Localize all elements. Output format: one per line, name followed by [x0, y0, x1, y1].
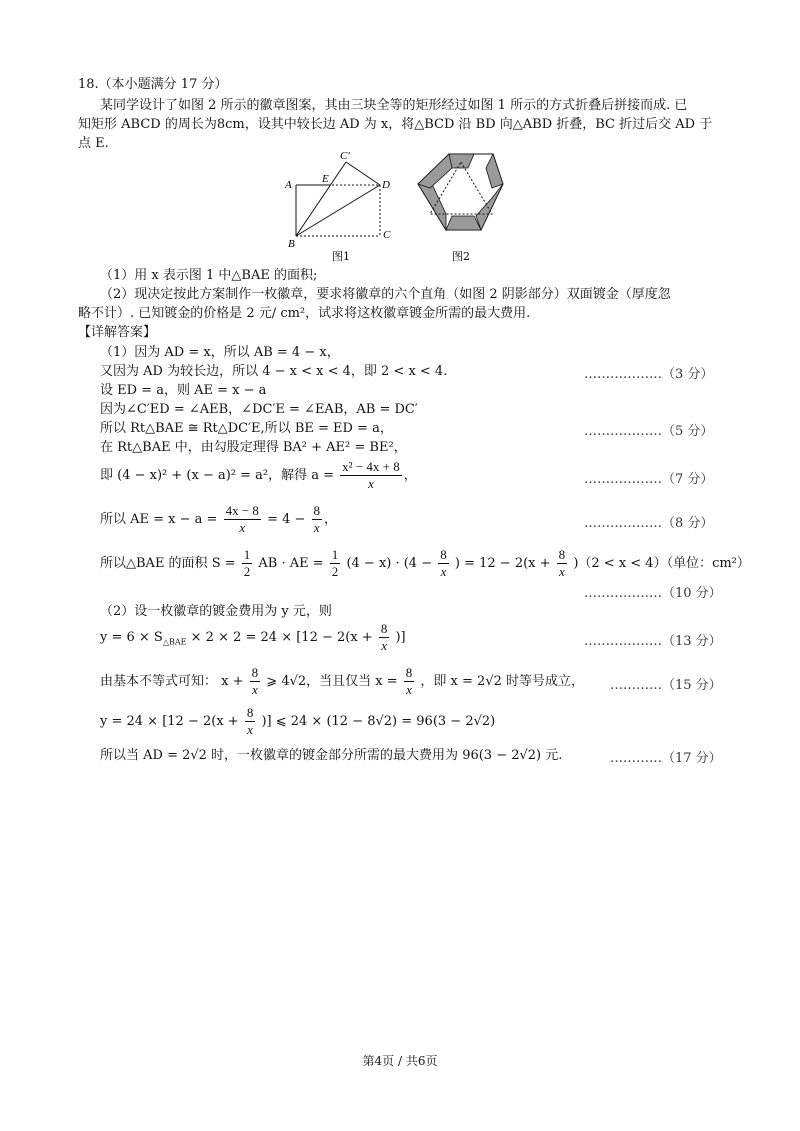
fraction-8x-3-denominator: x — [381, 638, 387, 653]
answer-line-5: 所以 Rt△BAE ≅ Rt△DC′E,所以 BE = ED = a， — [100, 421, 393, 436]
fraction-8x-4-numerator: 8 — [251, 665, 259, 680]
figure-2-caption: 图2 — [452, 250, 470, 263]
problem-stem-line1: 某同学设计了如图 2 所示的徽章图案，其由三块全等的矩形经过如图 1 所示的方式折叠后拼接而成. 已 — [100, 98, 688, 113]
page-footer: 第4页 / 共6页 — [362, 1054, 438, 1068]
answer-line-8-mid: = 4 − — [267, 512, 306, 527]
fraction-8x-4 — [250, 665, 261, 698]
answer-line-13-text: y = 24 × [12 − 2(x + — [100, 714, 239, 729]
label-c: C — [383, 229, 391, 241]
fraction-ae-2 — [312, 503, 323, 536]
answer-line-9-ab-ae: AB · AE = — [258, 556, 324, 571]
edge-bd — [296, 185, 380, 236]
answer-line-9-product: (4 − x) · (4 − — [346, 556, 433, 571]
fraction-a-numerator: x² − 4x + 8 — [342, 459, 400, 474]
fraction-a — [340, 459, 402, 492]
fraction-8x-2 — [557, 547, 568, 580]
fraction-half-2-denominator: 2 — [331, 564, 339, 579]
answer-line-4: 因为∠C′ED = ∠AEB，∠DC′E = ∠EAB，AB = DC′ — [100, 402, 418, 417]
answer-line-12-equality: ，即 x = 2√2 时等号成立， — [420, 674, 585, 689]
answer-line-1: （1）因为 AD = x，所以 AB = 4 − x， — [100, 345, 340, 360]
score-7: ………………（7 分） — [584, 472, 714, 487]
answer-line-12 — [100, 664, 584, 700]
problem-header: 18.（本小题满分 17 分） — [78, 77, 228, 92]
fraction-8x-5-numerator: 8 — [405, 665, 413, 680]
fraction-half-1-denominator: 2 — [243, 564, 251, 579]
answer-line-8-text: 所以 AE = x − a = — [100, 512, 218, 527]
fraction-ae-2-denominator: x — [313, 520, 320, 535]
answer-header: 【详解答案】 — [78, 325, 157, 340]
figure-1-caption: 图1 — [332, 250, 350, 263]
fraction-8x-2-denominator: x — [559, 564, 565, 579]
answer-line-8: 所以 AE = x − a = $\frac{4x - 8}{x}$ = 4 − $\frac{8}{x}$ ， — [100, 503, 338, 535]
fraction-8x-1-denominator: x — [440, 564, 447, 579]
answer-line-7-text: 即 (4 − x)² + (x − a)² = a²，解得 a = — [100, 468, 335, 483]
score-3: ………………（3 分） — [584, 367, 714, 382]
answer-line-9-result: ) = 12 − 2(x + — [454, 556, 551, 571]
fraction-ae-2-numerator: 8 — [313, 503, 321, 518]
answer-line-12-x-plus: x + — [221, 674, 244, 689]
answer-line-12-text: 由基本不等式可知： — [100, 674, 218, 689]
answer-line-6: 在 Rt△BAE 中，由勾股定理得 BA² + AE² = BE²， — [100, 440, 407, 455]
answer-line-3: 设 ED = a，则 AE = x − a — [100, 383, 267, 398]
label-b: B — [288, 238, 295, 250]
score-8: ………………（8 分） — [584, 516, 714, 531]
fraction-half-1 — [242, 547, 253, 580]
answer-line-12-ineq: ⩾ 4√2，当且仅当 x = — [266, 674, 398, 689]
fraction-8x-6-numerator: 8 — [246, 705, 254, 720]
score-17: …………（17 分） — [610, 751, 722, 766]
figure-2-diagram — [416, 148, 506, 263]
fraction-8x-1 — [438, 547, 449, 580]
problem-stem-line3: 点 E. — [78, 136, 109, 151]
score-10: ………………（10 分） — [584, 586, 722, 601]
fraction-half-2 — [330, 547, 341, 580]
answer-line-7: 即 (4 − x)² + (x − a)² = a²，解得 a = $\frac{\text{x² − 4x + 8}}{x}$ ， — [100, 459, 417, 491]
fraction-half-2-numerator: 1 — [331, 547, 339, 562]
fraction-8x-4-denominator: x — [252, 682, 258, 697]
score-5: ………………（5 分） — [584, 424, 714, 439]
answer-line-13-result: )] ⩽ 24 × (12 − 8√2) = 96(3 − 2√2) — [261, 714, 496, 729]
answer-line-9 — [100, 546, 750, 582]
fraction-8x-5-denominator: x — [406, 682, 412, 697]
question-2-line2: 略不计）. 已知镀金的价格是 2 元/ cm²，试求将这枚徽章镀金所需的最大费用. — [78, 306, 531, 321]
fraction-half-1-numerator: 1 — [243, 547, 251, 562]
answer-line-9-text: 所以△BAE 的面积 S = — [100, 556, 236, 571]
fraction-a-denominator: x — [368, 476, 374, 491]
figure-1-diagram — [282, 148, 412, 263]
answer-line-11-end: )] — [395, 630, 406, 645]
fraction-ae-1-denominator: x — [239, 520, 246, 535]
answer-line-10: （2）设一枚徽章的镀金费用为 y 元，则 — [100, 604, 332, 619]
question-2-line1: （2）现决定按此方案制作一枚徽章，要求将徽章的六个直角（如图 2 阴影部分）双面镀金（厚度忽 — [100, 287, 671, 302]
fraction-8x-3 — [379, 621, 390, 654]
label-c-prime: C′ — [340, 150, 350, 162]
label-e: E — [322, 173, 329, 185]
question-1: （1）用 x 表示图 1 中△BAE 的面积; — [100, 268, 318, 283]
fraction-ae-1 — [224, 503, 261, 536]
fraction-8x-1-numerator: 8 — [440, 547, 447, 562]
answer-line-11 — [100, 620, 406, 661]
edge-cpd — [346, 162, 380, 185]
answer-line-9-unit: )（2 < x < 4）（单位：cm²） — [573, 556, 750, 571]
answer-line-14: 所以当 AD = 2√2 时，一枚徽章的镀金部分所需的最大费用为 96(3 − 2√2) 元. — [100, 748, 563, 763]
problem-stem-line2: 知矩形 ABCD 的周长为8cm，设其中较长边 AD 为 x，将△BCD 沿 BD 向△ABD 折叠，BC 折过后交 AD 于 — [78, 117, 713, 132]
fraction-8x-6-denominator: x — [247, 722, 253, 737]
fraction-8x-5 — [404, 665, 415, 698]
answer-line-13 — [100, 704, 495, 740]
fraction-8x-3-numerator: 8 — [380, 621, 388, 636]
score-13: ………………（13 分） — [584, 634, 722, 649]
label-a: A — [285, 179, 292, 191]
fraction-ae-1-numerator: 4x − 8 — [225, 503, 259, 518]
score-15: …………（15 分） — [610, 678, 722, 693]
answer-line-2: 又因为 AD 为较长边，所以 4 − x < x < 4，即 2 < x < 4. — [100, 364, 448, 379]
fraction-8x-2-numerator: 8 — [558, 547, 566, 562]
label-d: D — [382, 179, 390, 191]
fraction-8x-6 — [245, 705, 256, 738]
answer-line-11-subscript: △BAE — [162, 637, 187, 647]
edge-bcp — [296, 162, 346, 236]
answer-line-11-text: y = 6 × S — [100, 630, 163, 645]
answer-line-11-mid: × 2 × 2 = 24 × [12 − 2(x + — [190, 630, 373, 645]
